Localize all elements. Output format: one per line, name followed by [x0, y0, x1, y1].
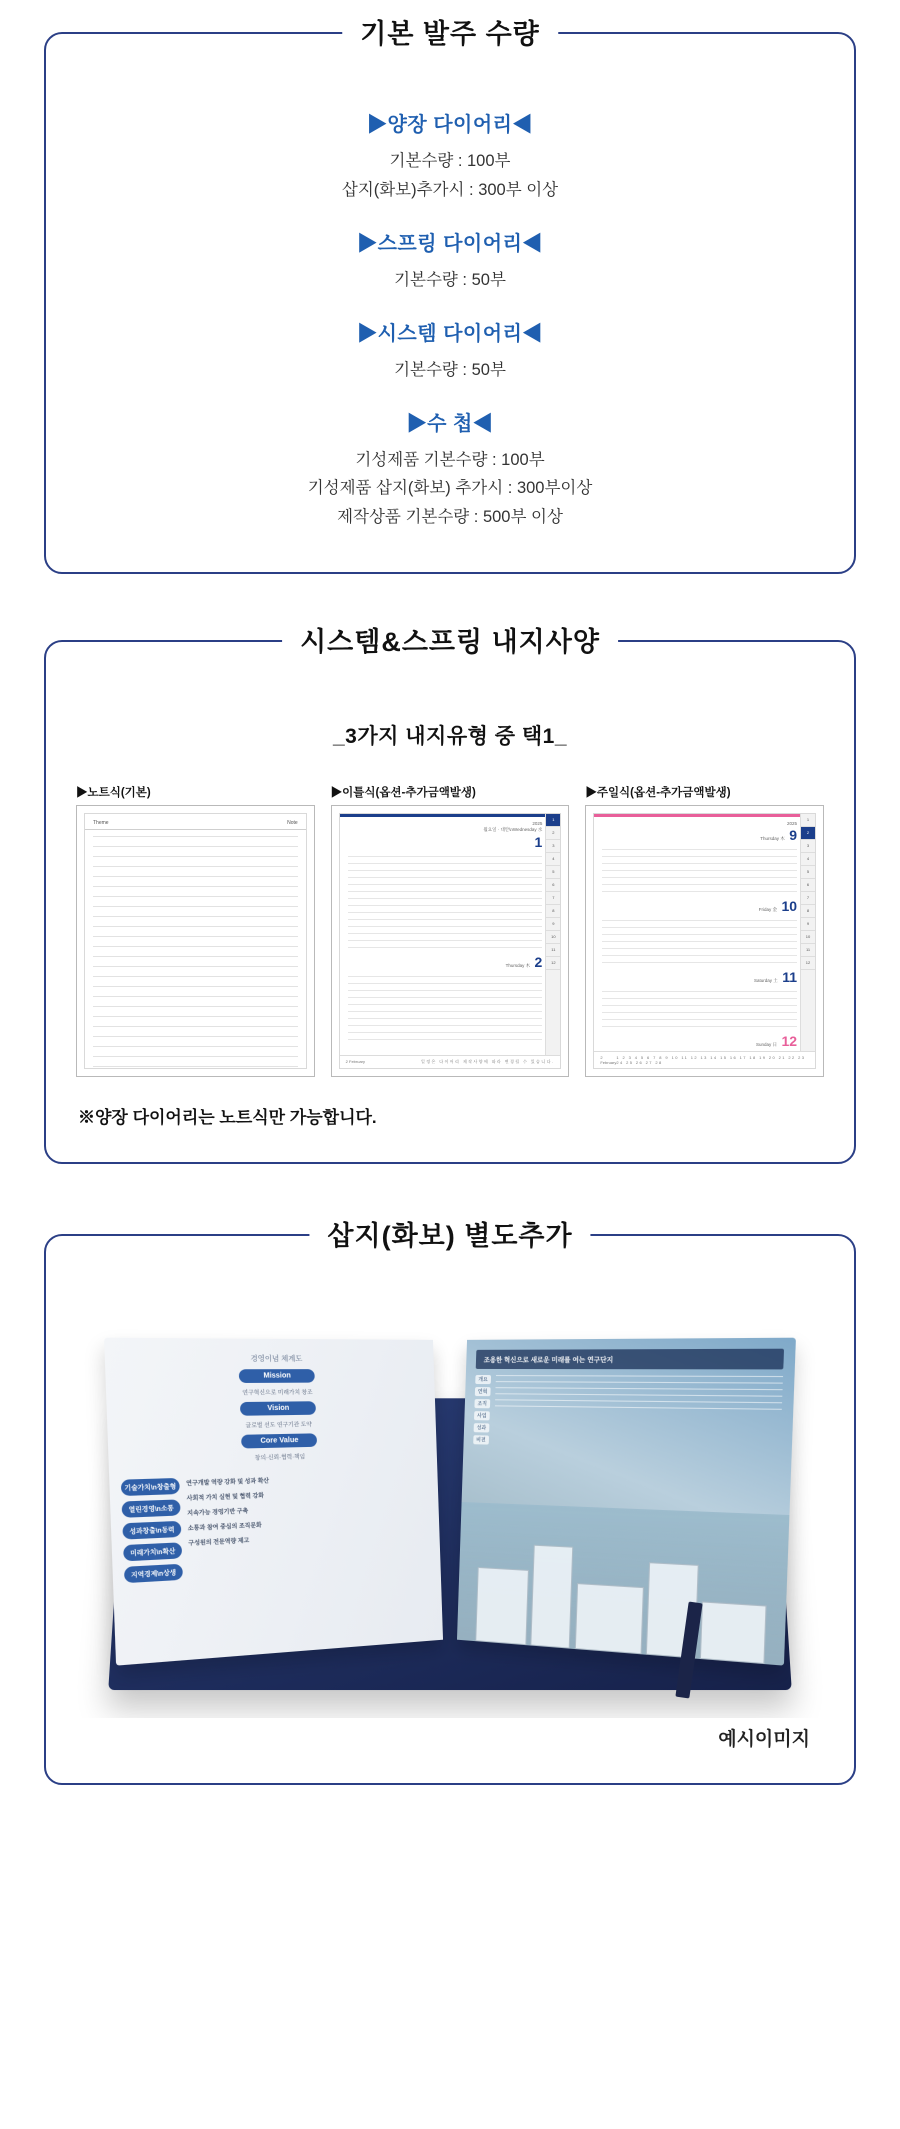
spec-preview-daily — [331, 805, 570, 1077]
month-tab[interactable]: 8 — [546, 905, 560, 918]
month-tab[interactable]: 2 — [546, 827, 560, 840]
group-line: 기성제품 삽지(화보) 추가시 : 300부이상 — [307, 479, 593, 498]
section-inner-paper-spec — [44, 627, 856, 1164]
month-tab[interactable]: 11 — [546, 944, 560, 957]
left-page-strategy-block — [109, 1459, 441, 1596]
daily-rule-lines-top — [340, 852, 561, 948]
right-page-label: 사업 — [474, 1411, 490, 1420]
month-tab[interactable]: 4 — [801, 853, 815, 866]
weekly-rule-lines-3 — [594, 987, 815, 1027]
daily-caption-right: Thursday 木 — [505, 962, 531, 968]
note-header — [85, 814, 306, 830]
right-page-body — [463, 1375, 794, 1455]
left-page-pill: Mission — [239, 1369, 315, 1383]
group-spring-diary — [46, 227, 854, 295]
spec-preview-note — [76, 805, 315, 1077]
weekly-year: 2025 — [787, 821, 798, 827]
weekly-entry-caption: Saturday 土 — [753, 978, 778, 984]
left-page-title: 경영이념 체계도 — [250, 1355, 303, 1364]
left-page-text: 창의·신뢰·협력·책임 — [254, 1454, 306, 1463]
weekly-entry-caption: Sunday 日 — [755, 1042, 777, 1048]
spec-option-weekly — [585, 784, 824, 1077]
daily-rule-lines-bottom — [340, 972, 561, 1040]
group-heading — [46, 317, 854, 346]
month-tab-column[interactable] — [545, 814, 560, 1068]
arrow-left-icon: ▶ — [357, 322, 378, 345]
weekly-entry-caption: Friday 金 — [758, 907, 777, 913]
footer-month-label: 2 February — [600, 1055, 617, 1066]
strategy-row: 소통과 참여 중심의 조직문화 — [187, 1522, 262, 1533]
group-line: 제작상품 기본수량 : 500부 이상 — [337, 508, 563, 527]
arrow-left-icon: ▶ — [367, 114, 388, 136]
month-tab[interactable]: 5 — [546, 866, 560, 879]
section2-note: ※양장 다이어리는 노트식만 가능합니다. — [78, 1108, 377, 1128]
strategy-row: 지속가능 경영기반 구축 — [187, 1508, 249, 1518]
arrow-right-icon: ◀ — [512, 114, 533, 136]
group-notebook — [46, 407, 854, 533]
header-strip — [594, 814, 815, 817]
left-page-pill: Vision — [240, 1401, 316, 1416]
group-heading-text: 양장 다이어리 — [387, 114, 513, 136]
section2-title: 시스템&스프링 내지사양 — [282, 620, 618, 659]
group-line: 기본수량 : 100부 — [389, 152, 511, 170]
spread-inner — [339, 813, 562, 1069]
weekly-rule-lines-2 — [594, 916, 815, 963]
right-page-label: 조직 — [474, 1399, 490, 1408]
group-heading-text: 시스템 다이어리 — [377, 322, 523, 345]
month-tab[interactable]: 3 — [546, 840, 560, 853]
right-page-label: 개요 — [475, 1375, 491, 1384]
note-rule-lines — [85, 830, 306, 1067]
month-tab[interactable]: 11 — [801, 944, 815, 957]
month-tab[interactable]: 9 — [546, 918, 560, 931]
sample-image-caption: 예시이미지 — [718, 1729, 810, 1751]
month-tab[interactable]: 7 — [546, 892, 560, 905]
weekly-entry-day: 11 — [782, 969, 798, 986]
group-heading — [46, 108, 854, 137]
month-tab[interactable]: 8 — [801, 905, 815, 918]
spread-inner — [593, 813, 816, 1069]
month-tab[interactable]: 1 — [546, 814, 560, 827]
spec-label: ▶주일식(옵션-추가금액발생) — [585, 787, 731, 800]
weekly-entry-caption: Thursday 木 — [760, 836, 785, 842]
month-tab[interactable]: 4 — [546, 853, 560, 866]
footer-month-label: 2 February — [345, 1059, 366, 1065]
spec-option-daily — [331, 784, 570, 1077]
spec-label: ▶노트식(기본) — [76, 787, 151, 800]
group-heading-text: 스프링 다이어리 — [377, 232, 523, 255]
spec-preview-weekly — [585, 805, 824, 1077]
strategy-row-column — [186, 1465, 431, 1584]
daily-day-left: 1 — [534, 833, 543, 850]
strategy-pill: 성과창출\n동력 — [122, 1521, 181, 1540]
product-detail-page — [0, 19, 900, 1785]
group-line: 기본수량 : 50부 — [394, 360, 506, 379]
month-tab[interactable]: 12 — [546, 957, 560, 970]
month-tab[interactable]: 7 — [801, 892, 815, 905]
month-tab[interactable]: 6 — [801, 879, 815, 892]
spec-label: ▶이틀식(옵션-추가금액발생) — [330, 787, 476, 800]
arrow-left-icon: ▶ — [406, 412, 428, 435]
sample-book-image — [70, 1298, 830, 1718]
weekly-entry-day: 10 — [781, 898, 798, 915]
spec-options — [72, 784, 828, 1077]
arrow-right-icon: ◀ — [522, 232, 543, 255]
left-page-pill: Core Value — [241, 1433, 317, 1448]
strategy-row: 연구개발 역량 강화 및 성과 확산 — [186, 1478, 270, 1488]
right-page-label-column — [473, 1375, 491, 1448]
section2-subtitle: _3가지 내지유형 중 택1_ — [332, 725, 567, 749]
month-tab[interactable]: 5 — [801, 866, 815, 879]
section3-title: 삽지(화보) 별도추가 — [309, 1214, 590, 1253]
month-tab[interactable]: 10 — [546, 931, 560, 944]
book-illustration — [118, 1340, 782, 1688]
section-insert-photo — [44, 1221, 856, 1785]
left-page-text: 글로벌 선도 연구기관 도약 — [245, 1422, 312, 1430]
right-page-headline: 조용한 혁신으로 새로운 미래를 여는 연구단지 — [476, 1349, 784, 1370]
strategy-pill: 미래가치\n확산 — [123, 1542, 182, 1561]
cityscape-photo — [457, 1502, 790, 1666]
footer-note: 일정은 다이어리 제작사양에 따라 변경될 수 있습니다. — [420, 1059, 555, 1065]
arrow-left-icon: ▶ — [357, 232, 378, 255]
month-tab[interactable]: 12 — [801, 957, 815, 970]
left-page-text: 연구혁신으로 미래가치 창조 — [242, 1389, 313, 1397]
weekly-footer — [594, 1051, 815, 1068]
strategy-pill: 기술가치\n창출형 — [121, 1478, 180, 1496]
month-tab[interactable]: 2 — [801, 827, 815, 840]
daily-year: 2025 — [532, 821, 543, 827]
right-page-label: 성과 — [474, 1423, 490, 1432]
strategy-pill: 열린경영\n소통 — [122, 1499, 181, 1517]
group-system-diary — [46, 317, 854, 385]
strategy-pill-column — [121, 1473, 184, 1589]
group-heading — [46, 227, 854, 256]
weekly-entry-day: 9 — [789, 827, 798, 844]
spec-option-note — [76, 784, 315, 1077]
group-line: 기본수량 : 50부 — [394, 270, 506, 289]
month-tab[interactable]: 6 — [546, 879, 560, 892]
strategy-row: 사회적 가치 실현 및 협력 강화 — [186, 1493, 265, 1503]
month-tab[interactable]: 3 — [801, 840, 815, 853]
daily-top-caption: 월요일 · 대안\nWednesday 水 — [483, 827, 543, 833]
section-order-quantity — [44, 19, 856, 574]
weekly-entry-day: 12 — [781, 1033, 798, 1050]
group-line: 삽지(화보)추가시 : 300부 이상 — [341, 180, 559, 199]
weekly-rule-lines-1 — [594, 845, 815, 892]
strategy-pill: 지역경제\n상생 — [124, 1564, 183, 1583]
book-left-page — [104, 1338, 443, 1666]
note-theme-label: Theme — [93, 820, 109, 827]
group-heading — [46, 407, 854, 436]
spread-inner — [84, 813, 307, 1069]
right-page-text-lines — [493, 1375, 783, 1455]
right-page-label: 연혁 — [475, 1387, 491, 1396]
arrow-right-icon: ◀ — [472, 412, 494, 435]
month-tab[interactable]: 1 — [801, 814, 815, 827]
book-right-page — [457, 1338, 796, 1666]
arrow-right-icon: ◀ — [522, 322, 543, 345]
group-hardcover-diary — [46, 108, 854, 205]
month-tab[interactable]: 9 — [801, 918, 815, 931]
group-heading-text: 수 첩 — [427, 412, 473, 435]
month-tab-column[interactable] — [800, 814, 815, 1068]
strategy-row: 구성원의 전문역량 제고 — [188, 1538, 250, 1548]
daily-footer — [340, 1055, 561, 1068]
footer-calendar-numbers: 1 2 3 4 5 6 7 8 9 10 11 12 13 14 15 16 17 18 19 20 21 22 23 24 25 26 27 28 — [616, 1055, 806, 1066]
header-strip — [340, 814, 561, 817]
right-page-label: 비전 — [473, 1435, 489, 1444]
group-line: 기성제품 기본수량 : 100부 — [355, 450, 545, 469]
month-tab[interactable]: 10 — [801, 931, 815, 944]
daily-day-right: 2 — [534, 953, 543, 970]
section1-title: 기본 발주 수량 — [342, 12, 558, 51]
note-note-label: Note — [287, 820, 298, 827]
